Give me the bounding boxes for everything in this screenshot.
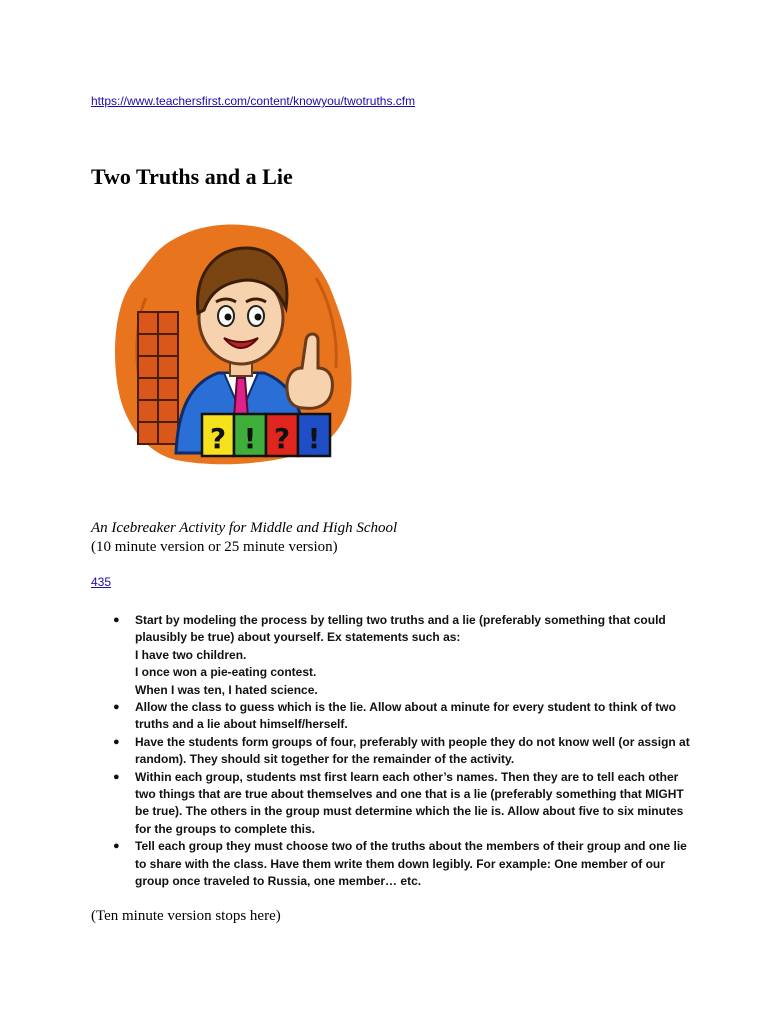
example-statement: I once won a pie-eating contest. — [135, 665, 317, 680]
step-item — [91, 699, 691, 734]
block-symbol-2: ! — [243, 422, 257, 455]
block-symbol-1: ? — [209, 422, 227, 455]
step-item — [91, 734, 691, 769]
step-text: Allow the class to guess which is the lie. Allow about a minute for every student to think of two truths and a lie about himself/herself. — [135, 700, 676, 732]
bullet-icon: ● — [113, 614, 120, 626]
example-statement: When I was ten, I hated science. — [135, 682, 318, 697]
teacher-illustration — [106, 218, 356, 468]
bullet-icon: ● — [113, 701, 120, 714]
activity-steps-list — [91, 612, 691, 891]
activity-subtitle: An Icebreaker Activity for Middle and High School — [91, 520, 398, 536]
question-blocks — [202, 414, 330, 456]
step-text: Start by modeling the process by telling two truths and a lie (preferably something that could plausibly be true) about yourself. Ex statements such as: — [135, 613, 666, 645]
source-url-link[interactable]: https://www.teachersfirst.com/content/knowyou/twotruths.cfm — [91, 94, 416, 108]
step-item — [91, 838, 691, 890]
step-text: Have the students form groups of four, preferably with people they do not know well (or assign at random). They should sit together for the remainder of the activity. — [135, 734, 690, 767]
page-number-link[interactable]: 435 — [91, 575, 112, 589]
document-title: Two Truths and a Lie — [91, 164, 293, 189]
step-item — [91, 612, 691, 699]
step-item — [91, 769, 691, 839]
bullet-icon: ● — [113, 840, 120, 853]
step-text: Within each group, students mst first learn each other’s names. Then they are to tell each other two things that are true about themselves and one that is a lie (preferably something that MIGHT be true). The others in the group must determine which the lie is. Allow about five to six minutes for the groups to complete this. — [135, 769, 684, 836]
example-statement: I have two children. — [135, 647, 247, 662]
stacked-blocks — [138, 312, 178, 444]
block-symbol-4: ! — [307, 422, 321, 455]
step-text: Tell each group they must choose two of the truths about the members of their group and one lie to share with the class. Have them write them down legibly. For example: One member of our group once traveled to Russia, one member… etc. — [135, 839, 687, 889]
block-symbol-3: ? — [273, 422, 291, 455]
bullet-icon: ● — [113, 770, 120, 783]
bullet-icon: ● — [113, 735, 120, 748]
activity-versions: (10 minute version or 25 minute version) — [91, 539, 338, 555]
footer-note: (Ten minute version stops here) — [91, 908, 281, 924]
